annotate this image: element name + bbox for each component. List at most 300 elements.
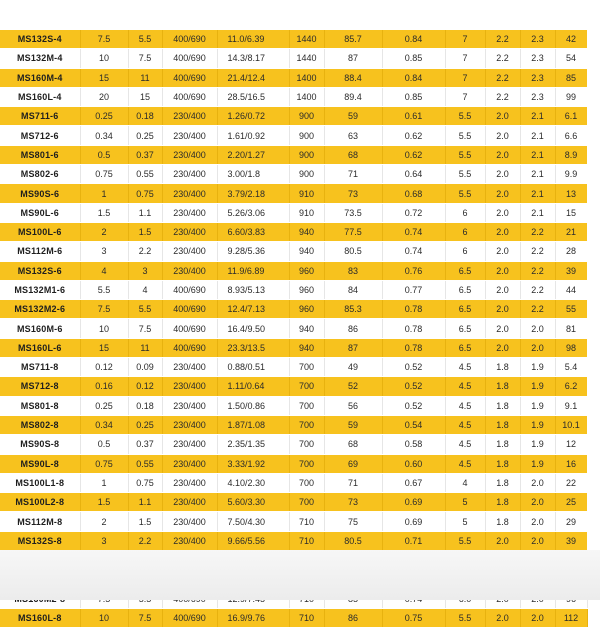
cell-model: MS90S-8 <box>0 435 80 454</box>
cell-power-kw: 0.5 <box>80 435 128 454</box>
cell-voltage: 230/400 <box>162 242 217 261</box>
cell-speed: 960 <box>289 261 324 280</box>
cell-speed: 940 <box>289 222 324 241</box>
cell-efficiency: 87 <box>324 338 382 357</box>
cell-weight: 12 <box>555 435 587 454</box>
cell-power-kw: 0.12 <box>80 358 128 377</box>
cell-current: 2.35/1.35 <box>217 435 289 454</box>
cell-model: MS160L-8 <box>0 608 80 627</box>
cell-voltage: 230/400 <box>162 396 217 415</box>
cell-efficiency: 52 <box>324 377 382 396</box>
cell-speed: 940 <box>289 319 324 338</box>
cell-voltage: 230/400 <box>162 126 217 145</box>
cell-current: 1.50/0.86 <box>217 396 289 415</box>
cell-weight: 42 <box>555 30 587 49</box>
cell-speed: 900 <box>289 107 324 126</box>
cell-tmax-tn: 2.2 <box>520 280 555 299</box>
cell-tmax-tn: 2.1 <box>520 145 555 164</box>
cell-tst-tn: 2.0 <box>485 261 520 280</box>
cell-model: MS132S-8 <box>0 531 80 550</box>
cell-tst-tn: 2.0 <box>485 608 520 627</box>
cell-speed: 940 <box>289 242 324 261</box>
cell-power-kw: 0.34 <box>80 126 128 145</box>
cell-current: 11.0/6.39 <box>217 30 289 49</box>
cell-power-factor: 0.74 <box>382 222 445 241</box>
cell-weight: 25 <box>555 493 587 512</box>
cell-power-factor: 0.69 <box>382 493 445 512</box>
cell-power-kw: 0.25 <box>80 107 128 126</box>
cell-weight: 13 <box>555 184 587 203</box>
cell-power-hp: 5.5 <box>128 300 162 319</box>
table-row <box>0 126 587 145</box>
cell-ist-in: 6.5 <box>445 280 485 299</box>
cell-current: 0.88/0.51 <box>217 358 289 377</box>
cell-tst-tn: 1.8 <box>485 415 520 434</box>
cell-speed: 900 <box>289 145 324 164</box>
cell-voltage: 230/400 <box>162 415 217 434</box>
cell-current: 3.33/1.92 <box>217 454 289 473</box>
cell-efficiency: 71 <box>324 473 382 492</box>
cell-voltage: 400/690 <box>162 49 217 68</box>
cell-current: 3.79/2.18 <box>217 184 289 203</box>
cell-tmax-tn: 2.3 <box>520 68 555 87</box>
cell-ist-in: 5.5 <box>445 531 485 550</box>
cell-model: MS712-8 <box>0 377 80 396</box>
cell-model: MS160L-4 <box>0 87 80 106</box>
cell-ist-in: 5.5 <box>445 107 485 126</box>
cell-ist-in: 7 <box>445 68 485 87</box>
cell-model: MS90L-6 <box>0 203 80 222</box>
cell-weight: 9.1 <box>555 396 587 415</box>
table-row <box>0 222 587 241</box>
cell-power-factor: 0.60 <box>382 454 445 473</box>
cell-power-factor: 0.84 <box>382 68 445 87</box>
cell-weight: 98 <box>555 338 587 357</box>
cell-model: MS711-6 <box>0 107 80 126</box>
cell-model: MS100L-6 <box>0 222 80 241</box>
cell-current: 1.87/1.08 <box>217 415 289 434</box>
cell-current: 28.5/16.5 <box>217 87 289 106</box>
cell-power-kw: 1 <box>80 184 128 203</box>
cell-power-kw: 10 <box>80 608 128 627</box>
cell-power-hp: 0.55 <box>128 454 162 473</box>
cell-ist-in: 5.5 <box>445 184 485 203</box>
cell-power-kw: 15 <box>80 68 128 87</box>
page-edge <box>587 0 600 550</box>
cell-speed: 910 <box>289 203 324 222</box>
cell-power-factor: 0.75 <box>382 608 445 627</box>
table-row <box>0 493 587 512</box>
cell-power-hp: 4 <box>128 280 162 299</box>
cell-voltage: 230/400 <box>162 358 217 377</box>
cell-power-kw: 0.16 <box>80 377 128 396</box>
table-row <box>0 454 587 473</box>
cell-tst-tn: 2.0 <box>485 184 520 203</box>
cell-efficiency: 59 <box>324 107 382 126</box>
cell-voltage: 230/400 <box>162 531 217 550</box>
cell-speed: 700 <box>289 454 324 473</box>
table-row <box>0 203 587 222</box>
cell-power-hp: 11 <box>128 68 162 87</box>
cell-efficiency: 73 <box>324 493 382 512</box>
cell-voltage: 400/690 <box>162 300 217 319</box>
cell-power-kw: 3 <box>80 531 128 550</box>
cell-voltage: 400/690 <box>162 319 217 338</box>
cell-tmax-tn: 2.3 <box>520 87 555 106</box>
cell-tst-tn: 1.8 <box>485 512 520 531</box>
cell-tmax-tn: 2.3 <box>520 49 555 68</box>
cell-current: 4.10/2.30 <box>217 473 289 492</box>
cell-tmax-tn: 2.0 <box>520 512 555 531</box>
table-row <box>0 49 587 68</box>
cell-weight: 22 <box>555 473 587 492</box>
cell-tst-tn: 2.0 <box>485 107 520 126</box>
cell-ist-in: 5 <box>445 493 485 512</box>
cell-power-hp: 15 <box>128 87 162 106</box>
cell-speed: 700 <box>289 415 324 434</box>
table-row <box>0 184 587 203</box>
cell-power-kw: 7.5 <box>80 300 128 319</box>
cell-ist-in: 4.5 <box>445 415 485 434</box>
cell-power-kw: 1.5 <box>80 203 128 222</box>
cell-voltage: 230/400 <box>162 512 217 531</box>
cell-model: MS132M-4 <box>0 49 80 68</box>
cell-power-factor: 0.74 <box>382 242 445 261</box>
cell-tmax-tn: 2.0 <box>520 531 555 550</box>
cell-ist-in: 7 <box>445 30 485 49</box>
cell-power-factor: 0.67 <box>382 473 445 492</box>
cell-voltage: 230/400 <box>162 493 217 512</box>
cell-power-hp: 2.2 <box>128 242 162 261</box>
cell-power-kw: 0.25 <box>80 396 128 415</box>
cell-efficiency: 86 <box>324 608 382 627</box>
cell-power-hp: 0.12 <box>128 377 162 396</box>
motor-spec-table <box>0 30 588 628</box>
cell-weight: 15 <box>555 203 587 222</box>
cell-tmax-tn: 2.0 <box>520 493 555 512</box>
cell-speed: 1440 <box>289 30 324 49</box>
cell-model: MS160L-6 <box>0 338 80 357</box>
cell-current: 3.00/1.8 <box>217 165 289 184</box>
cell-weight: 9.9 <box>555 165 587 184</box>
cell-speed: 900 <box>289 126 324 145</box>
cell-power-kw: 2 <box>80 222 128 241</box>
table-row <box>0 300 587 319</box>
cell-ist-in: 4.5 <box>445 396 485 415</box>
cell-ist-in: 6 <box>445 242 485 261</box>
cell-model: MS712-6 <box>0 126 80 145</box>
cell-current: 12.4/7.13 <box>217 300 289 319</box>
cell-speed: 700 <box>289 493 324 512</box>
cell-tst-tn: 2.0 <box>485 280 520 299</box>
cell-power-kw: 10 <box>80 319 128 338</box>
cell-efficiency: 75 <box>324 512 382 531</box>
cell-voltage: 400/690 <box>162 87 217 106</box>
cell-tmax-tn: 2.1 <box>520 184 555 203</box>
cell-ist-in: 4.5 <box>445 377 485 396</box>
cell-tst-tn: 2.2 <box>485 49 520 68</box>
cell-power-kw: 7.5 <box>80 30 128 49</box>
cell-model: MS132S-4 <box>0 30 80 49</box>
cell-voltage: 230/400 <box>162 203 217 222</box>
page-bottom-margin <box>0 550 600 600</box>
cell-speed: 910 <box>289 184 324 203</box>
cell-current: 16.4/9.50 <box>217 319 289 338</box>
cell-voltage: 230/400 <box>162 377 217 396</box>
table-row <box>0 261 587 280</box>
cell-power-factor: 0.85 <box>382 87 445 106</box>
cell-power-factor: 0.78 <box>382 300 445 319</box>
cell-efficiency: 89.4 <box>324 87 382 106</box>
cell-weight: 99 <box>555 87 587 106</box>
cell-current: 1.11/0.64 <box>217 377 289 396</box>
cell-weight: 21 <box>555 222 587 241</box>
cell-weight: 6.2 <box>555 377 587 396</box>
cell-tmax-tn: 1.9 <box>520 377 555 396</box>
cell-ist-in: 4.5 <box>445 454 485 473</box>
cell-voltage: 230/400 <box>162 261 217 280</box>
cell-current: 7.50/4.30 <box>217 512 289 531</box>
cell-ist-in: 5.5 <box>445 608 485 627</box>
cell-weight: 29 <box>555 512 587 531</box>
cell-tst-tn: 1.8 <box>485 454 520 473</box>
cell-model: MS100L1-8 <box>0 473 80 492</box>
cell-power-hp: 7.5 <box>128 49 162 68</box>
cell-tst-tn: 1.8 <box>485 396 520 415</box>
cell-model: MS132M1-6 <box>0 280 80 299</box>
cell-tst-tn: 2.2 <box>485 30 520 49</box>
cell-voltage: 230/400 <box>162 145 217 164</box>
cell-efficiency: 56 <box>324 396 382 415</box>
cell-tmax-tn: 2.0 <box>520 319 555 338</box>
cell-weight: 8.9 <box>555 145 587 164</box>
cell-tmax-tn: 1.9 <box>520 454 555 473</box>
cell-tmax-tn: 2.2 <box>520 222 555 241</box>
cell-tmax-tn: 2.2 <box>520 261 555 280</box>
cell-model: MS801-6 <box>0 145 80 164</box>
cell-power-kw: 4 <box>80 261 128 280</box>
cell-model: MS160M-4 <box>0 68 80 87</box>
cell-current: 2.20/1.27 <box>217 145 289 164</box>
cell-efficiency: 69 <box>324 454 382 473</box>
cell-tmax-tn: 2.1 <box>520 165 555 184</box>
cell-power-factor: 0.76 <box>382 261 445 280</box>
cell-power-kw: 15 <box>80 338 128 357</box>
cell-efficiency: 86 <box>324 319 382 338</box>
cell-voltage: 230/400 <box>162 473 217 492</box>
cell-current: 9.66/5.56 <box>217 531 289 550</box>
cell-voltage: 400/690 <box>162 338 217 357</box>
cell-power-kw: 1 <box>80 473 128 492</box>
cell-model: MS112M-8 <box>0 512 80 531</box>
cell-current: 9.28/5.36 <box>217 242 289 261</box>
cell-power-kw: 0.34 <box>80 415 128 434</box>
cell-power-kw: 5.5 <box>80 280 128 299</box>
table-row <box>0 415 587 434</box>
table-row <box>0 377 587 396</box>
table-row <box>0 435 587 454</box>
cell-speed: 960 <box>289 280 324 299</box>
cell-efficiency: 71 <box>324 165 382 184</box>
cell-power-hp: 3 <box>128 261 162 280</box>
cell-weight: 10.1 <box>555 415 587 434</box>
cell-efficiency: 63 <box>324 126 382 145</box>
table-row <box>0 338 587 357</box>
cell-ist-in: 4.5 <box>445 358 485 377</box>
cell-ist-in: 4.5 <box>445 435 485 454</box>
cell-current: 23.3/13.5 <box>217 338 289 357</box>
cell-power-kw: 1.5 <box>80 493 128 512</box>
cell-efficiency: 84 <box>324 280 382 299</box>
cell-tst-tn: 1.8 <box>485 473 520 492</box>
cell-tst-tn: 2.0 <box>485 242 520 261</box>
cell-ist-in: 7 <box>445 87 485 106</box>
cell-efficiency: 59 <box>324 415 382 434</box>
cell-power-hp: 1.5 <box>128 512 162 531</box>
cell-power-hp: 0.75 <box>128 473 162 492</box>
cell-power-factor: 0.62 <box>382 126 445 145</box>
table-body <box>0 30 587 628</box>
cell-tmax-tn: 2.1 <box>520 107 555 126</box>
cell-voltage: 230/400 <box>162 184 217 203</box>
cell-tmax-tn: 2.0 <box>520 608 555 627</box>
cell-ist-in: 4 <box>445 473 485 492</box>
cell-ist-in: 5.5 <box>445 145 485 164</box>
cell-power-factor: 0.72 <box>382 203 445 222</box>
cell-efficiency: 83 <box>324 261 382 280</box>
cell-power-factor: 0.68 <box>382 184 445 203</box>
cell-efficiency: 80.5 <box>324 242 382 261</box>
cell-power-kw: 10 <box>80 49 128 68</box>
cell-current: 6.60/3.83 <box>217 222 289 241</box>
cell-tmax-tn: 1.9 <box>520 396 555 415</box>
cell-voltage: 230/400 <box>162 435 217 454</box>
cell-tmax-tn: 2.1 <box>520 203 555 222</box>
cell-weight: 39 <box>555 261 587 280</box>
cell-power-hp: 1.1 <box>128 493 162 512</box>
cell-speed: 700 <box>289 396 324 415</box>
cell-tmax-tn: 1.9 <box>520 415 555 434</box>
cell-speed: 710 <box>289 608 324 627</box>
cell-power-kw: 0.75 <box>80 165 128 184</box>
cell-power-factor: 0.52 <box>382 377 445 396</box>
cell-model: MS112M-6 <box>0 242 80 261</box>
cell-tst-tn: 1.8 <box>485 377 520 396</box>
cell-current: 1.26/0.72 <box>217 107 289 126</box>
cell-efficiency: 85.7 <box>324 30 382 49</box>
cell-current: 11.9/6.89 <box>217 261 289 280</box>
cell-weight: 16 <box>555 454 587 473</box>
cell-ist-in: 6.5 <box>445 338 485 357</box>
cell-speed: 1400 <box>289 68 324 87</box>
cell-power-factor: 0.62 <box>382 145 445 164</box>
cell-power-kw: 0.75 <box>80 454 128 473</box>
cell-power-hp: 0.18 <box>128 107 162 126</box>
cell-speed: 940 <box>289 338 324 357</box>
cell-voltage: 230/400 <box>162 454 217 473</box>
cell-power-hp: 7.5 <box>128 608 162 627</box>
cell-speed: 1440 <box>289 49 324 68</box>
table-row <box>0 165 587 184</box>
cell-power-kw: 20 <box>80 87 128 106</box>
cell-speed: 710 <box>289 512 324 531</box>
cell-efficiency: 77.5 <box>324 222 382 241</box>
cell-power-hp: 0.09 <box>128 358 162 377</box>
cell-power-factor: 0.84 <box>382 30 445 49</box>
cell-efficiency: 87 <box>324 49 382 68</box>
cell-power-factor: 0.52 <box>382 396 445 415</box>
cell-tmax-tn: 2.2 <box>520 242 555 261</box>
cell-speed: 700 <box>289 358 324 377</box>
cell-power-factor: 0.85 <box>382 49 445 68</box>
table-row <box>0 473 587 492</box>
cell-tst-tn: 1.8 <box>485 493 520 512</box>
cell-weight: 5.4 <box>555 358 587 377</box>
cell-ist-in: 6 <box>445 222 485 241</box>
cell-power-kw: 3 <box>80 242 128 261</box>
cell-ist-in: 5 <box>445 512 485 531</box>
table-row <box>0 145 587 164</box>
table-row <box>0 358 587 377</box>
cell-tst-tn: 1.8 <box>485 358 520 377</box>
cell-ist-in: 6.5 <box>445 300 485 319</box>
cell-speed: 700 <box>289 377 324 396</box>
cell-tst-tn: 2.2 <box>485 68 520 87</box>
cell-efficiency: 68 <box>324 435 382 454</box>
cell-weight: 28 <box>555 242 587 261</box>
cell-efficiency: 73.5 <box>324 203 382 222</box>
table-row <box>0 87 587 106</box>
cell-tmax-tn: 2.0 <box>520 473 555 492</box>
cell-model: MS802-6 <box>0 165 80 184</box>
cell-power-hp: 0.37 <box>128 435 162 454</box>
cell-tmax-tn: 2.2 <box>520 300 555 319</box>
cell-voltage: 400/690 <box>162 68 217 87</box>
table-row <box>0 319 587 338</box>
cell-speed: 710 <box>289 531 324 550</box>
cell-efficiency: 73 <box>324 184 382 203</box>
table-row <box>0 30 587 49</box>
cell-efficiency: 80.5 <box>324 531 382 550</box>
cell-ist-in: 7 <box>445 49 485 68</box>
cell-voltage: 230/400 <box>162 107 217 126</box>
cell-tmax-tn: 2.0 <box>520 338 555 357</box>
cell-current: 5.26/3.06 <box>217 203 289 222</box>
table-row <box>0 531 587 550</box>
cell-tst-tn: 2.0 <box>485 319 520 338</box>
cell-tst-tn: 2.0 <box>485 300 520 319</box>
table-row <box>0 608 587 627</box>
cell-current: 1.61/0.92 <box>217 126 289 145</box>
cell-tst-tn: 2.2 <box>485 87 520 106</box>
cell-power-hp: 1.5 <box>128 222 162 241</box>
cell-power-hp: 2.2 <box>128 531 162 550</box>
cell-tst-tn: 2.0 <box>485 203 520 222</box>
cell-model: MS90S-6 <box>0 184 80 203</box>
cell-efficiency: 88.4 <box>324 68 382 87</box>
cell-voltage: 400/690 <box>162 280 217 299</box>
cell-weight: 55 <box>555 300 587 319</box>
cell-weight: 112 <box>555 608 587 627</box>
cell-power-factor: 0.58 <box>382 435 445 454</box>
cell-power-hp: 0.75 <box>128 184 162 203</box>
cell-power-factor: 0.64 <box>382 165 445 184</box>
cell-power-factor: 0.78 <box>382 319 445 338</box>
cell-model: MS801-8 <box>0 396 80 415</box>
cell-weight: 39 <box>555 531 587 550</box>
cell-tmax-tn: 2.1 <box>520 126 555 145</box>
cell-power-kw: 2 <box>80 512 128 531</box>
